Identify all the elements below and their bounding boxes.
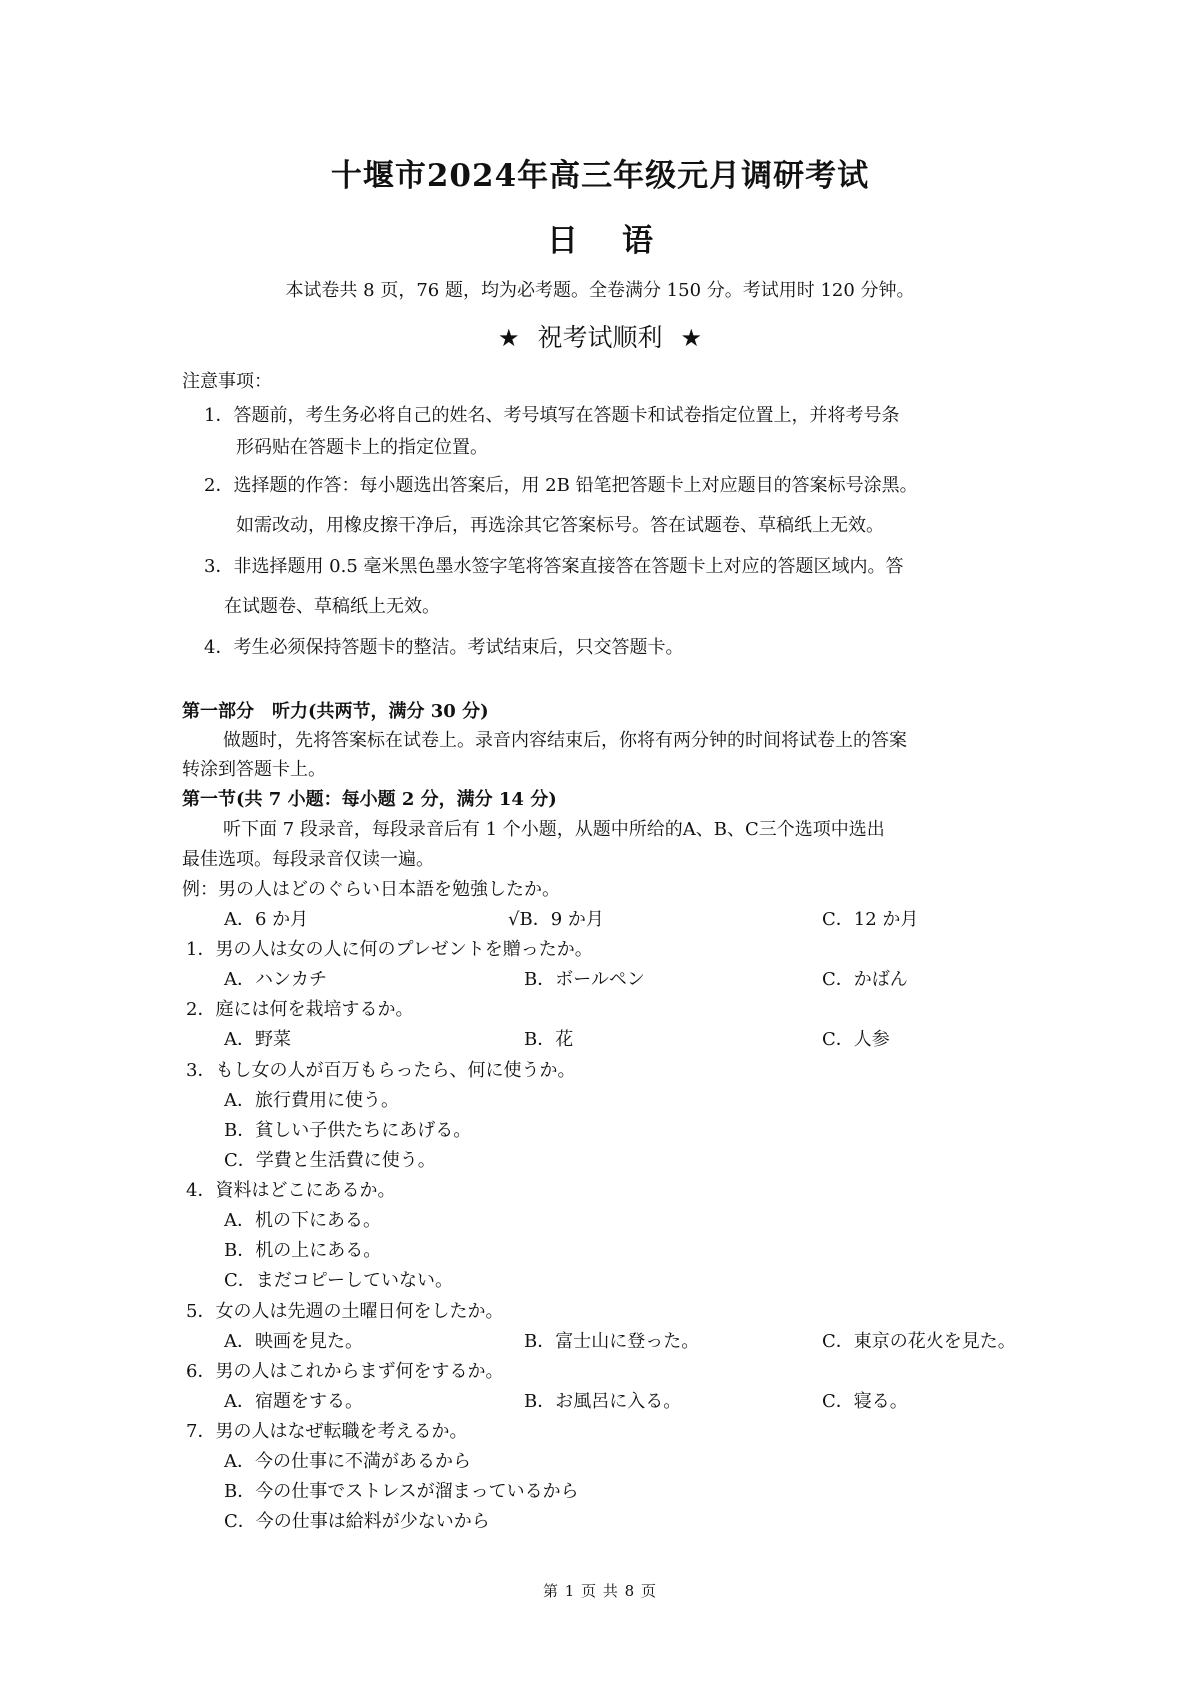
q6-option-a: A．宿題をする。 bbox=[224, 1391, 363, 1412]
example-option-a: A．6 か月 bbox=[224, 909, 309, 930]
exam-info: 本试卷共 8 页，76 题，均为必考题。全卷满分 150 分。考试用时 120 分钟。 bbox=[285, 280, 915, 301]
part1-intro: 做题时，先将答案标在试卷上。录音内容结束后，你将有两分钟的时间将试卷上的答案 bbox=[223, 730, 907, 751]
q5-option-c: C．東京の花火を見た。 bbox=[822, 1331, 1016, 1352]
q7-option-c: C．今の仕事は給料が少ないから bbox=[224, 1511, 490, 1532]
section1-intro: 听下面 7 段录音，每段录音后有 1 个小题，从题中所给的A、B、C三个选项中选出 bbox=[223, 819, 885, 840]
q1-option-b: B．ボールペン bbox=[524, 969, 645, 990]
example-question: 例：男の人はどのぐらい日本語を勉強したか。 bbox=[182, 879, 560, 900]
q4-option-a: A．机の下にある。 bbox=[224, 1210, 381, 1231]
star-icon: ★ bbox=[498, 324, 520, 352]
q2-option-a: A．野菜 bbox=[224, 1029, 291, 1050]
example-option-c: C．12 か月 bbox=[822, 909, 919, 930]
q3-option-c: C．学費と生活費に使う。 bbox=[224, 1150, 436, 1171]
question-4: 4．資料はどこにあるか。 bbox=[186, 1180, 396, 1201]
question-7: 7．男の人はなぜ転職を考えるか。 bbox=[186, 1421, 468, 1442]
question-5: 5．女の人は先週の土曜日何をしたか。 bbox=[186, 1301, 504, 1322]
subject-title: 日语 bbox=[547, 223, 697, 259]
question-3: 3．もし女の人が百万もらったら、何に使うか。 bbox=[186, 1060, 576, 1081]
section1-intro-cont: 最佳选项。每段录音仅读一遍。 bbox=[182, 849, 434, 870]
note-item-3: 3．非选择题用 0.5 毫米黑色墨水签字笔将答案直接答在答题卡上对应的答题区域内。答 bbox=[204, 556, 904, 577]
question-6: 6．男の人はこれからまず何をするか。 bbox=[186, 1361, 504, 1382]
notes-heading: 注意事项： bbox=[182, 371, 272, 392]
q7-option-a: A．今の仕事に不満があるから bbox=[224, 1451, 471, 1472]
question-2: 2．庭には何を栽培するか。 bbox=[186, 999, 414, 1020]
question-1: 1．男の人は女の人に何のプレゼントを贈ったか。 bbox=[186, 939, 593, 960]
note-item-2-cont: 如需改动，用橡皮擦干净后，再选涂其它答案标号。答在试题卷、草稿纸上无效。 bbox=[236, 515, 884, 536]
q4-option-c: C．まだコピーしていない。 bbox=[224, 1270, 454, 1291]
q1-option-a: A．ハンカチ bbox=[224, 969, 327, 990]
q5-option-a: A．映画を見た。 bbox=[224, 1331, 363, 1352]
blessing bbox=[0, 318, 1200, 354]
star-icon: ★ bbox=[680, 324, 702, 352]
q3-option-b: B．貧しい子供たちにあげる。 bbox=[224, 1120, 472, 1141]
q2-option-c: C．人参 bbox=[822, 1029, 890, 1050]
blessing-text: 祝考试顺利 bbox=[537, 323, 663, 352]
q7-option-b: B．今の仕事でストレスが溜まっているから bbox=[224, 1481, 579, 1502]
note-item-2: 2．选择题的作答：每小题选出答案后，用 2B 铅笔把答题卡上对应题目的答案标号涂黑。 bbox=[204, 475, 918, 496]
q2-option-b: B．花 bbox=[524, 1029, 574, 1050]
note-item-1-cont: 形码贴在答题卡上的指定位置。 bbox=[236, 437, 488, 458]
part1-heading: 第一部分 听力(共两节，满分 30 分) bbox=[182, 701, 489, 722]
page-title: 十堰市2024年高三年级元月调研考试 bbox=[330, 158, 870, 194]
page-footer: 第 1 页 共 8 页 bbox=[543, 1582, 657, 1600]
section1-heading: 第一节(共 7 小题：每小题 2 分，满分 14 分) bbox=[182, 789, 557, 810]
q3-option-a: A．旅行費用に使う。 bbox=[224, 1090, 399, 1111]
q6-option-c: C．寝る。 bbox=[822, 1391, 908, 1412]
note-item-4: 4．考生必须保持答题卡的整洁。考试结束后，只交答题卡。 bbox=[204, 637, 684, 658]
q6-option-b: B．お風呂に入る。 bbox=[524, 1391, 682, 1412]
note-item-3-cont: 在试题卷、草稿纸上无效。 bbox=[224, 596, 440, 617]
part1-intro-cont: 转涂到答题卡上。 bbox=[182, 759, 326, 780]
example-option-b: √B．9 か月 bbox=[508, 909, 604, 930]
q1-option-c: C．かばん bbox=[822, 969, 908, 990]
q4-option-b: B．机の上にある。 bbox=[224, 1240, 382, 1261]
q5-option-b: B．富士山に登った。 bbox=[524, 1331, 700, 1352]
note-item-1: 1．答题前，考生务必将自己的姓名、考号填写在答题卡和试卷指定位置上，并将考号条 bbox=[204, 405, 900, 426]
